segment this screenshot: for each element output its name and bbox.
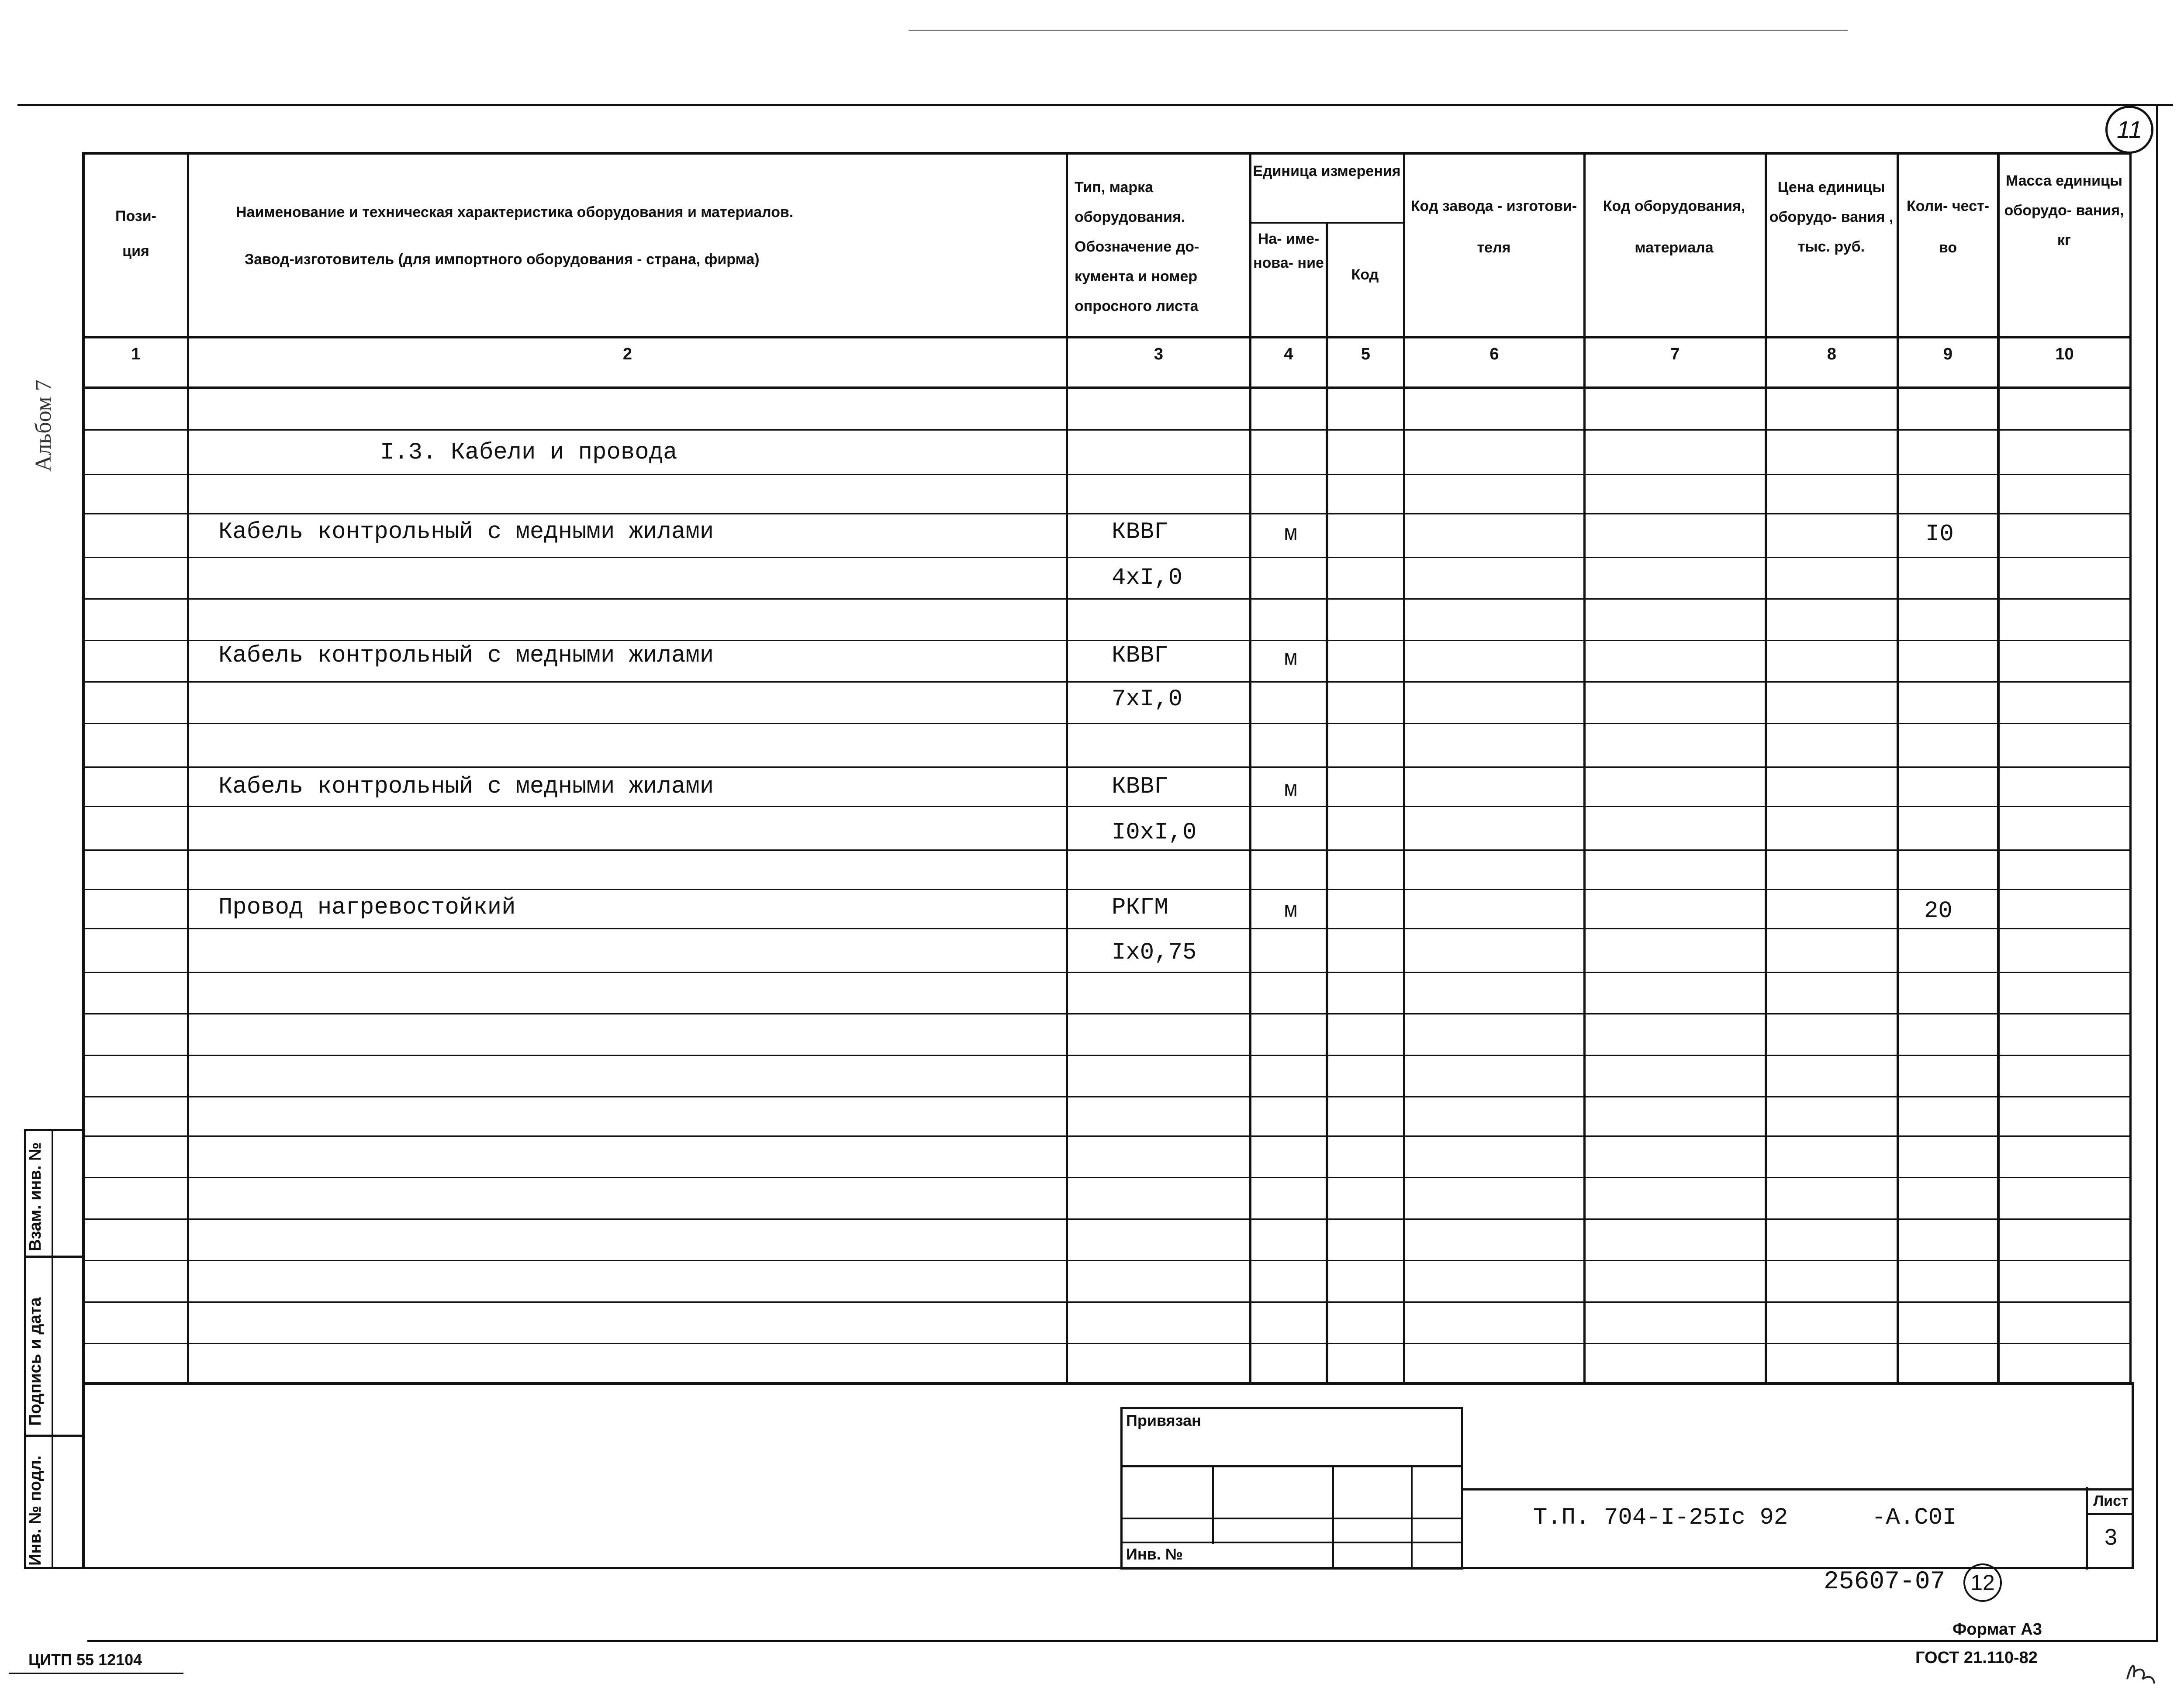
column-number: 8 xyxy=(1827,345,1837,363)
header-col2-line1: Наименование и техническая характеристика оборудования и материалов. xyxy=(236,204,794,221)
column-number: 7 xyxy=(1670,345,1680,363)
item-qty: I0 xyxy=(1925,521,1954,548)
section-title: I.3. Кабели и провода xyxy=(380,439,677,466)
item-unit: м xyxy=(1284,647,1298,672)
item-name: Кабель контрольный с медными жилами xyxy=(218,642,714,669)
sheet-right-border xyxy=(2156,104,2158,1641)
archive-badge: 12 xyxy=(1963,1563,2002,1602)
column-number: 6 xyxy=(1489,345,1499,363)
item-type: КВВГ xyxy=(1112,642,1168,669)
row-line xyxy=(85,723,2129,724)
item-unit: м xyxy=(1284,778,1298,803)
side-podpis-data: Подпись и дата xyxy=(26,1297,45,1426)
header-col1: Пози- ция xyxy=(115,208,156,259)
col-sep-4 xyxy=(1326,223,1328,1384)
col-sep-3 xyxy=(1249,152,1251,1384)
item-type: КВВГ xyxy=(1112,519,1168,545)
item-name: Кабель контрольный с медными жилами xyxy=(218,773,714,800)
col-sep-6 xyxy=(1583,152,1586,1384)
table-colnum-bottom-line xyxy=(82,386,2132,389)
row-line xyxy=(85,1301,2129,1303)
table-right-line xyxy=(2129,152,2132,1384)
item-name: Кабель контрольный с медными жилами xyxy=(218,519,714,545)
tb-line xyxy=(1463,1488,2134,1491)
header-col3: Тип, марка оборудования. Обозначение до- кумента и номер опросного листа xyxy=(1075,179,1199,314)
item-type2: 7хI,0 xyxy=(1112,686,1183,713)
side-inv-podl: Инв. № подл. xyxy=(26,1455,45,1566)
row-line xyxy=(85,849,2129,851)
privyazan-label: Привязан xyxy=(1126,1411,1201,1429)
format-label: Формат А3 xyxy=(1952,1620,2042,1639)
row-line xyxy=(85,513,2129,514)
col-sep-8 xyxy=(1897,152,1899,1384)
header-col5: Код xyxy=(1351,266,1379,283)
frame-bottom-line xyxy=(24,1567,2134,1569)
row-line xyxy=(85,681,2129,683)
tb-line xyxy=(1332,1465,1334,1570)
row-line xyxy=(85,429,2129,431)
sheet-badge-top: 11 xyxy=(2105,106,2153,154)
row-line xyxy=(85,1218,2129,1220)
sheet-top-border xyxy=(17,104,2173,106)
column-number: 4 xyxy=(1284,345,1293,363)
column-number: 3 xyxy=(1154,345,1164,363)
column-number: 5 xyxy=(1361,345,1371,363)
side-stamp-divider xyxy=(24,1435,85,1437)
row-line xyxy=(85,806,2129,807)
tb-line xyxy=(2086,1513,2134,1515)
item-qty: 20 xyxy=(1924,898,1952,925)
header-col9: Коли- чест- во xyxy=(1906,198,1990,256)
header-unit-group: Единица измерения xyxy=(1253,163,1401,179)
table-header-bottom-line xyxy=(82,336,2132,338)
col-sep-1 xyxy=(187,152,189,1384)
list-label: Лист xyxy=(2093,1493,2129,1509)
row-line xyxy=(85,1177,2129,1178)
row-line xyxy=(85,640,2129,641)
item-type2: I0хI,0 xyxy=(1112,819,1197,846)
designation-suffix: -А.С0I xyxy=(1872,1504,1957,1531)
table-bottom-line xyxy=(85,1382,2132,1385)
header-col2-line2: Завод-изготовитель (для импортного оборудования - страна, фирма) xyxy=(245,251,760,268)
col-sep-5 xyxy=(1403,152,1405,1384)
top-scan-line xyxy=(909,30,1848,31)
item-type2: Iх0,75 xyxy=(1112,939,1197,966)
side-vzam-inv: Взам. инв. № xyxy=(26,1142,45,1251)
album-label: Альбом 7 xyxy=(31,380,56,472)
side-stamp-divider xyxy=(24,1256,85,1258)
tb-line xyxy=(1212,1465,1214,1544)
row-line xyxy=(85,1135,2129,1137)
row-line xyxy=(85,1055,2129,1056)
row-line xyxy=(85,766,2129,768)
tb-line xyxy=(1411,1465,1413,1570)
row-line xyxy=(85,1013,2129,1014)
header-col4: На- име- нова- ние xyxy=(1253,231,1324,271)
row-line xyxy=(85,1343,2129,1344)
designation: Т.П. 704-I-25Iс 92 xyxy=(1533,1504,1788,1531)
item-unit: м xyxy=(1284,899,1298,924)
column-number: 1 xyxy=(131,345,141,363)
unit-group-sub-line xyxy=(1249,222,1404,224)
list-number: 3 xyxy=(2105,1525,2117,1550)
item-type2: 4хI,0 xyxy=(1112,565,1183,591)
row-line xyxy=(85,889,2129,890)
inv-no-label: Инв. № xyxy=(1126,1545,1183,1563)
signature-mark xyxy=(2123,1653,2158,1688)
col-sep-7 xyxy=(1765,152,1767,1384)
table-top-line xyxy=(82,152,2132,155)
header-col6: Код завода - изготови- теля xyxy=(1410,198,1577,256)
item-type: РКГМ xyxy=(1112,894,1168,921)
row-line xyxy=(85,928,2129,929)
item-unit: м xyxy=(1284,522,1298,547)
sheet-bottom-border xyxy=(87,1640,2158,1642)
row-line xyxy=(85,598,2129,600)
col-sep-9 xyxy=(1997,152,2000,1384)
row-line xyxy=(85,1096,2129,1097)
header-col8: Цена единицы оборудо- вания , тыс. руб. xyxy=(1769,179,1894,255)
side-stamp-inner xyxy=(52,1129,53,1569)
row-line xyxy=(85,1260,2129,1261)
col-sep-2 xyxy=(1066,152,1068,1384)
item-name: Провод нагревостойкий xyxy=(218,894,516,921)
gost-label: ГОСТ 21.110-82 xyxy=(1915,1649,2038,1667)
row-line xyxy=(85,474,2129,475)
row-line xyxy=(85,557,2129,558)
publisher-label: ЦИТП 55 12104 xyxy=(28,1651,142,1669)
column-number: 10 xyxy=(2055,345,2074,363)
item-type: КВВГ xyxy=(1112,773,1168,800)
header-col10: Масса единицы оборудо- вания, кг xyxy=(2004,173,2124,248)
publisher-underline xyxy=(9,1673,183,1674)
row-line xyxy=(85,972,2129,973)
column-number: 9 xyxy=(1943,345,1953,363)
archive-number: 25607-07 xyxy=(1824,1568,1946,1596)
header-col7: Код оборудования, материала xyxy=(1603,198,1745,256)
column-number: 2 xyxy=(622,345,632,363)
